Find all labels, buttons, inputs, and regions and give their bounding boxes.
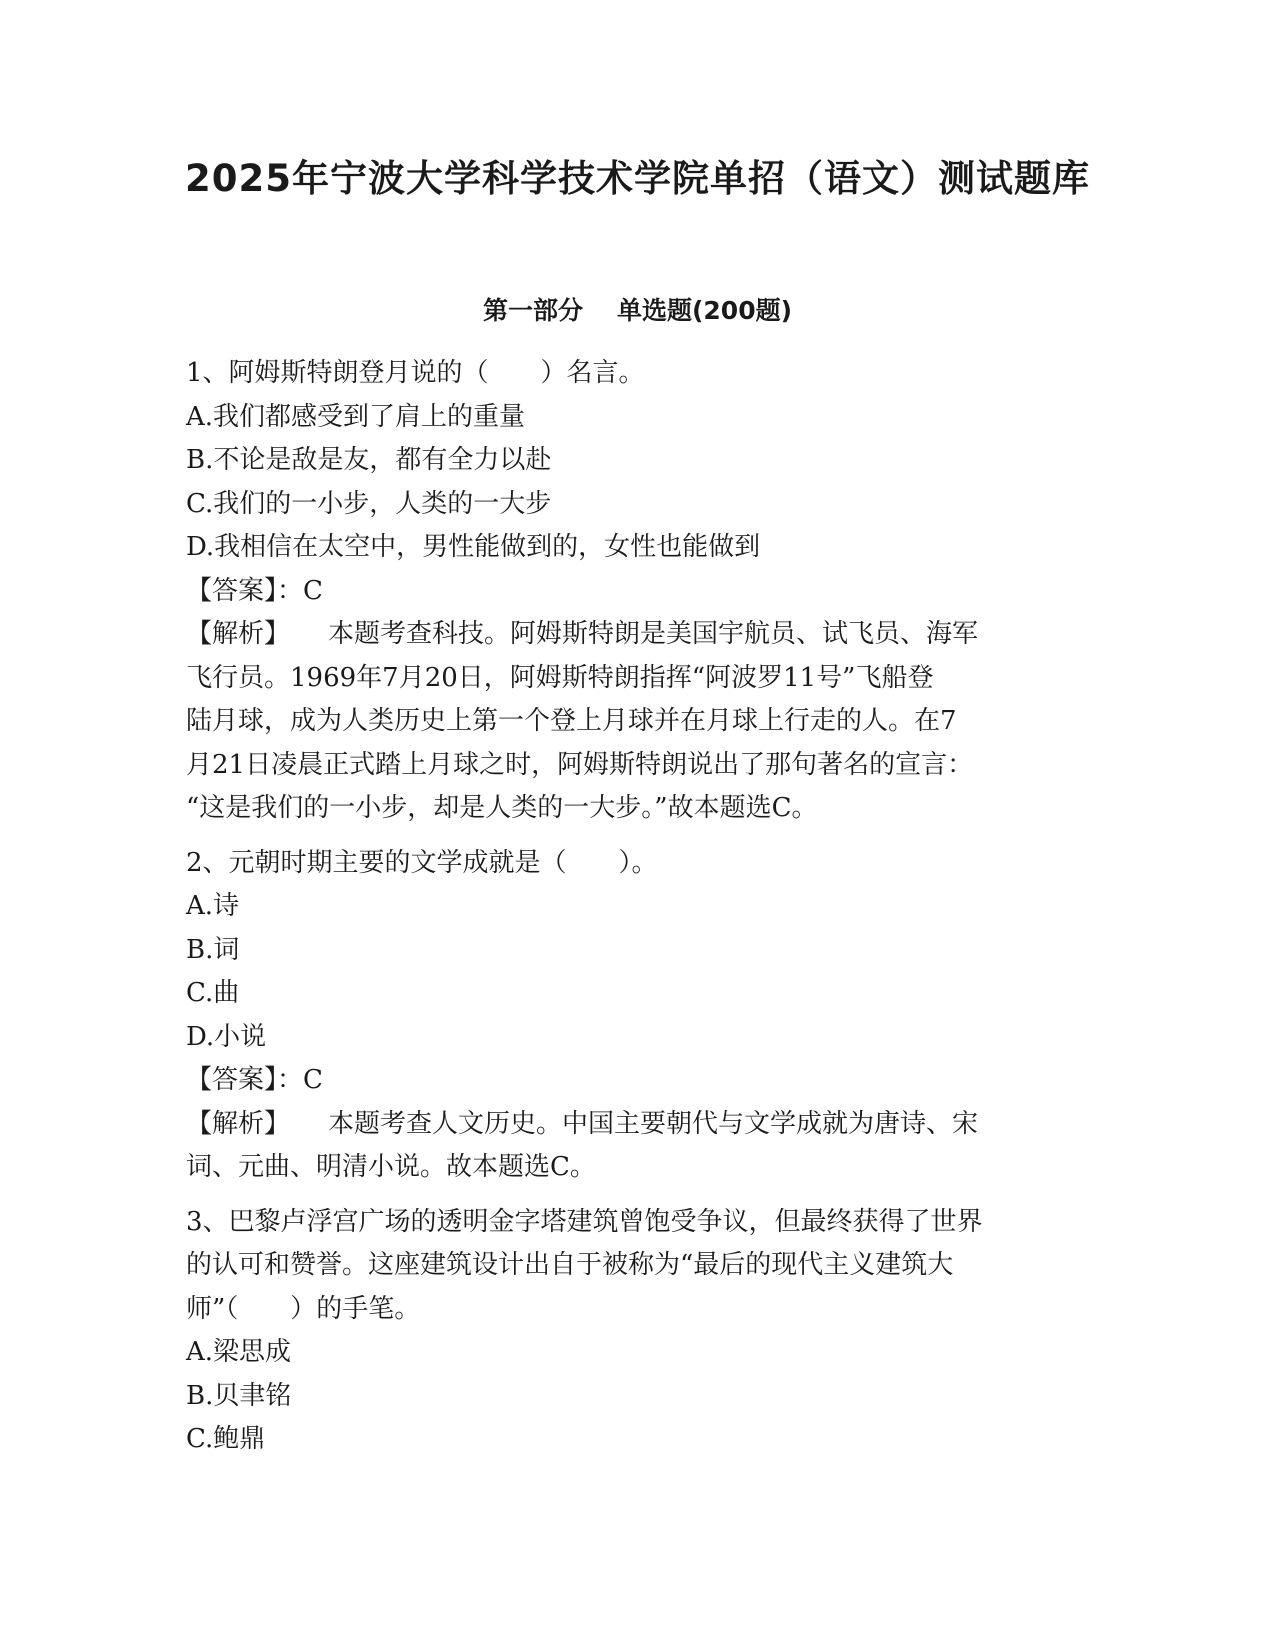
explanation-line: 月21日凌晨正式踏上月球之时，阿姆斯特朗说出了那句著名的宣言： bbox=[186, 749, 974, 780]
question-stem: 3、巴黎卢浮宫广场的透明金字塔建筑曾饱受争议，但最终获得了世界 bbox=[186, 1206, 983, 1237]
answer-line bbox=[186, 1059, 1086, 1103]
option-a: A.我们都感受到了肩上的重量 bbox=[186, 401, 526, 432]
explanation-line: 词、元曲、明清小说。故本题选C。 bbox=[186, 1152, 596, 1182]
explanation-label: 【解析】 bbox=[186, 619, 291, 649]
question-stem: 1、阿姆斯特朗登月说的（ ）名言。 bbox=[186, 358, 645, 388]
explanation-text: 本题考查科技。阿姆斯特朗是美国宇航员、试飞员、海军 bbox=[328, 619, 979, 649]
question-item bbox=[186, 842, 1086, 1190]
option-b: B.词 bbox=[186, 934, 240, 965]
option-c: C.鲍鼎 bbox=[186, 1424, 266, 1454]
answer-label: 【答案】： bbox=[186, 575, 304, 606]
section-part: 第一部分 bbox=[482, 296, 583, 325]
option-a: A.诗 bbox=[186, 891, 240, 921]
section-heading bbox=[0, 291, 1275, 327]
explanation-line: “这是我们的一小步，却是人类的一大步。”故本题选C。 bbox=[186, 793, 818, 823]
document-title: 2025年宁波大学科学技术学院单招（语文）测试题库 bbox=[185, 157, 1090, 200]
answer-value: C bbox=[303, 575, 323, 606]
explanation-line: 飞行员。1969年7月20日，阿姆斯特朗指挥“阿波罗11号”飞船登 bbox=[186, 662, 934, 693]
option-a: A.梁思成 bbox=[186, 1337, 292, 1367]
question-list bbox=[186, 352, 1086, 1473]
question-item bbox=[186, 352, 1086, 831]
question-stem: 2、元朝时期主要的文学成就是（ ）。 bbox=[186, 847, 658, 878]
explanation-line bbox=[186, 613, 1086, 657]
option-c: C.曲 bbox=[186, 978, 240, 1008]
section-name: 单选题(200题) bbox=[616, 296, 793, 325]
explanation-line: 陆月球，成为人类历史上第一个登上月球并在月球上行走的人。在7 bbox=[186, 706, 957, 736]
option-d: D.我相信在太空中，男性能做到的，女性也能做到 bbox=[186, 532, 761, 562]
option-d: D.小说 bbox=[186, 1021, 267, 1052]
question-item bbox=[186, 1201, 1086, 1462]
explanation-line bbox=[186, 1103, 1086, 1147]
option-c: C.我们的一小步，人类的一大步 bbox=[186, 488, 552, 519]
explanation-label: 【解析】 bbox=[186, 1108, 291, 1139]
answer-line bbox=[186, 570, 1086, 614]
question-stem: 师”（ ）的手笔。 bbox=[186, 1293, 421, 1324]
option-b: B.不论是敌是友，都有全力以赴 bbox=[186, 445, 552, 475]
question-stem: 的认可和赞誉。这座建筑设计出自于被称为“最后的现代主义建筑大 bbox=[186, 1250, 954, 1280]
answer-value: C bbox=[303, 1065, 323, 1095]
explanation-text: 本题考查人文历史。中国主要朝代与文学成就为唐诗、宋 bbox=[328, 1108, 979, 1139]
option-b: B.贝聿铭 bbox=[186, 1380, 292, 1411]
answer-label: 【答案】： bbox=[186, 1065, 304, 1095]
